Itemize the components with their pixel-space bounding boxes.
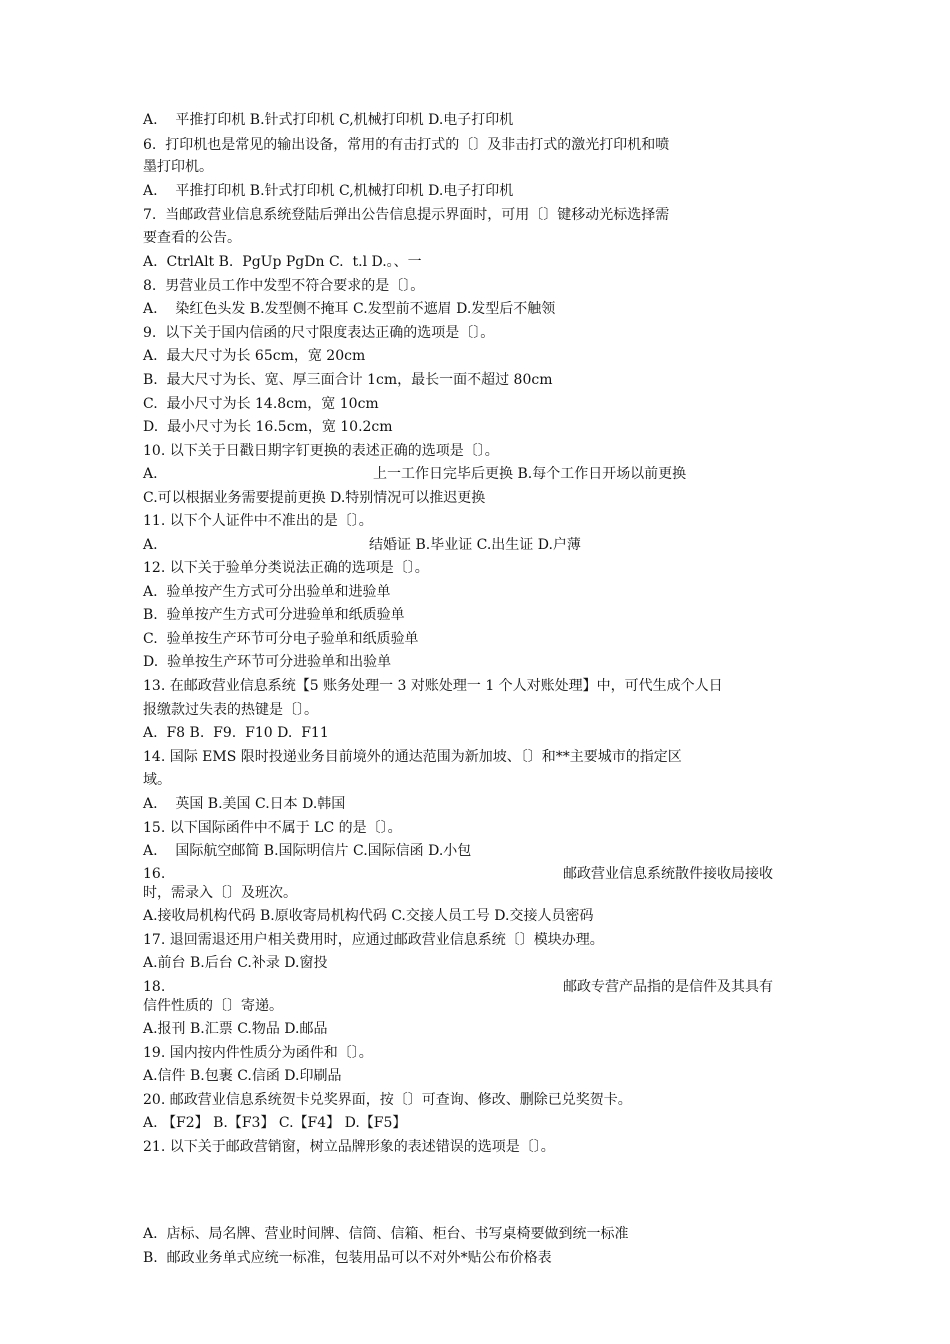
text-line: 域。	[143, 772, 171, 788]
text-line: B. 验单按产生方式可分进验单和纸质验单	[143, 607, 405, 623]
text-line: A. 染红色头发 B.发型侧不掩耳 C.发型前不遮眉 D.发型后不触领	[143, 301, 556, 317]
text-line: A. F8 B. F9. F10 D. F11	[143, 725, 329, 741]
text-line: C.可以根据业务需要提前更换 D.特别情况可以推迟更换	[143, 490, 486, 506]
text-line: 时，需录入〔〕及班次。	[143, 885, 297, 901]
text-line: D. 最小尺寸为长 16.5cm，宽 10.2cm	[143, 419, 393, 435]
text-line: 6. 打印机也是常见的输出设备，常用的有击打式的〔〕及非击打式的激光打印机和喷	[143, 137, 670, 153]
text-line: B. 邮政业务单式应统一标准，包装用品可以不对外*贴公布价格表	[143, 1250, 552, 1266]
text-line: 15. 以下国际函件中不属于 LC 的是〔〕。	[143, 820, 402, 836]
text-line: A.接收局机构代码 B.原收寄局机构代码 C.交接人员工号 D.交接人员密码	[143, 908, 594, 924]
text-line: A.	[143, 466, 158, 482]
text-line: D. 验单按生产环节可分进验单和出验单	[143, 654, 392, 670]
text-line: A. CtrlAlt B. PgUp PgDn C. t.l D.。、一	[143, 254, 422, 270]
text-line: A. 国际航空邮简 B.国际明信片 C.国际信函 D.小包	[143, 843, 472, 859]
text-line: 18.	[143, 979, 166, 995]
text-line: 14. 国际 EMS 限时投递业务目前境外的通达范围为新加坡、〔〕和**主要城市的指定区	[143, 749, 682, 765]
text-line: 墨打印机。	[143, 159, 213, 175]
text-line: 要查看的公告。	[143, 230, 241, 246]
text-line: A.信件 B.包裹 C.信函 D.印刷品	[143, 1068, 342, 1084]
text-line: B. 最大尺寸为长、宽、厚三面合计 1cm，最长一面不超过 80cm	[143, 372, 553, 388]
text-line: 19. 国内按内件性质分为函件和〔〕。	[143, 1045, 373, 1061]
text-line: 报缴款过失表的热键是〔〕。	[143, 702, 318, 718]
text-line: A. 店标、局名牌、营业时间牌、信筒、信箱、柜台、书写桌椅要做到统一标准	[143, 1226, 629, 1242]
text-line-continuation: 邮政专营产品指的是信件及其具有	[563, 979, 773, 995]
text-line: A. 【F2】 B.【F3】 C.【F4】 D.【F5】	[143, 1115, 407, 1131]
text-line: 11. 以下个人证件中不准出的是〔〕。	[143, 513, 373, 529]
text-line: 信件性质的〔〕寄递。	[143, 998, 283, 1014]
text-line: C. 验单按生产环节可分电子验单和纸质验单	[143, 631, 419, 647]
text-line-continuation: 邮政营业信息系统散件接收局接收	[563, 866, 773, 882]
text-line: A.前台 B.后台 C.补录 D.窗投	[143, 955, 328, 971]
text-line: A. 最大尺寸为长 65cm，宽 20cm	[143, 348, 366, 364]
text-line-continuation: 结婚证 B.毕业证 C.出生证 D.户薄	[369, 537, 581, 553]
text-line-continuation: 上一工作日完毕后更换 B.每个工作日开场以前更换	[373, 466, 687, 482]
text-line: 12. 以下关于验单分类说法正确的选项是〔〕。	[143, 560, 429, 576]
text-line: A. 验单按产生方式可分出验单和进验单	[143, 584, 391, 600]
text-line: 16.	[143, 866, 166, 882]
text-line: A.	[143, 537, 158, 553]
text-line: A. 英国 B.美国 C.日本 D.韩国	[143, 796, 346, 812]
text-line: 9. 以下关于国内信函的尺寸限度表达正确的选项是〔〕。	[143, 325, 495, 341]
text-line: A. 平推打印机 B.针式打印机 C,机械打印机 D.电子打印机	[143, 183, 514, 199]
text-line: A.报刊 B.汇票 C.物品 D.邮品	[143, 1021, 328, 1037]
text-line: 10. 以下关于日戳日期字钉更换的表述正确的选项是〔〕。	[143, 443, 499, 459]
text-line: 21. 以下关于邮政营销窗，树立品牌形象的表述错误的选项是〔〕。	[143, 1139, 555, 1155]
text-line: A. 平推打印机 B.针式打印机 C,机械打印机 D.电子打印机	[143, 112, 514, 128]
text-line: 17. 退回需退还用户相关费用时，应通过邮政营业信息系统〔〕模块办理。	[143, 932, 604, 948]
text-line: 7. 当邮政营业信息系统登陆后弹出公告信息提示界面时，可用〔〕键移动光标选择需	[143, 207, 670, 223]
text-line: 8. 男营业员工作中发型不符合要求的是〔〕。	[143, 278, 425, 294]
text-line: 13. 在邮政营业信息系统【5 账务处理一 3 对账处理一 1 个人对账处理】中，可代生成个人日	[143, 678, 723, 694]
text-line: 20. 邮政营业信息系统贺卡兑奖界面，按〔〕可查询、修改、删除已兑奖贺卡。	[143, 1092, 632, 1108]
text-line: C. 最小尺寸为长 14.8cm，宽 10cm	[143, 396, 379, 412]
